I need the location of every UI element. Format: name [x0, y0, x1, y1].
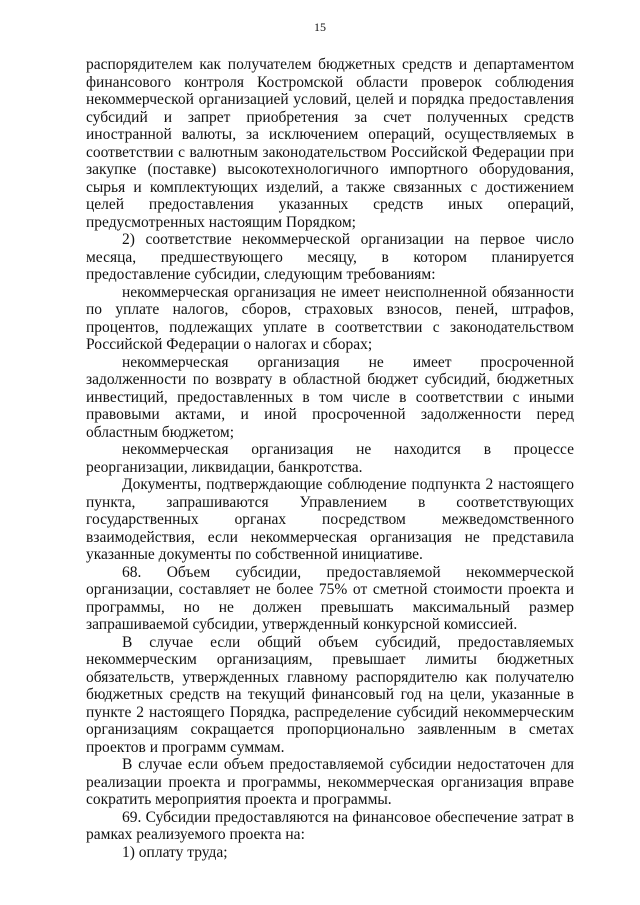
paragraph-continuation: распорядителем как получателем бюджетных средств и департаментом финансового контроля Костромской области проверок соблюдения некоммерческой организацией условий, целей и порядка предоставления субсидий и запрет приобретения за счет полученных средств иностранной валюты, за исключением операций, осуществляемых в соответствии с валютным законодательством Российской Федерации при закупке (поставке) высокотехнологичного импортного оборудования, сырья и комплектующих изделий, а также связанных с достижением целей предоставления указанных средств иных операций, предусмотренных настоящим Порядком;: [86, 56, 574, 231]
page-number: 15: [314, 20, 326, 34]
paragraph-requirement-taxes: некоммерческая организация не имеет неисполненной обязанности по уплате налогов, сборов, страховых взносов, пеней, штрафов, процентов, подлежащих уплате в соответствии с законодательством Российской Федерации о налогах и сборах;: [86, 283, 574, 353]
paragraph-item-2: 2) соответствие некоммерческой организации на первое число месяца, предшествующего месяцу, в котором планируется предоставление субсидии, следующим требованиям:: [86, 231, 574, 283]
paragraph-69: 69. Субсидии предоставляются на финансовое обеспечение затрат в рамках реализуемого проекта на:: [86, 808, 574, 843]
paragraph-69-item-1: 1) оплату труда;: [122, 843, 228, 861]
paragraph-68: 68. Объем субсидии, предоставляемой некоммерческой организации, составляет не более 75% от сметной стоимости проекта и программы, но не должен превышать максимальный размер запрашиваемой субсидии, утвержденный конкурсной комиссией.: [86, 563, 574, 633]
paragraph-documents: Документы, подтверждающие соблюдение подпункта 2 настоящего пункта, запрашиваются Управлением в соответствующих государственных органах посредством межведомственного взаимодействия, если некоммерческая организация не представила указанные документы по собственной инициативе.: [86, 476, 574, 563]
document-body: [86, 56, 574, 861]
paragraph-limits: В случае если общий объем субсидий, предоставляемых некоммерческим организациям, превышает лимиты бюджетных обязательств, утвержденных главному распорядителю как получателю бюджетных средств на текущий финансовый год на цели, указанные в пункте 2 настоящего Порядка, распределение субсидий некоммерческим организациям сокращается пропорционально заявленным в сметах проектов и программ суммам.: [86, 633, 574, 756]
paragraph-insufficient-subsidy: В случае если объем предоставляемой субсидии недостаточен для реализации проекта и программы, некоммерческая организация вправе сократить мероприятия проекта и программы.: [86, 756, 574, 808]
paragraph-requirement-reorganization: некоммерческая организация не находится в процессе реорганизации, ликвидации, банкротства.: [86, 441, 574, 476]
paragraph-requirement-debt: некоммерческая организация не имеет просроченной задолженности по возврату в областной бюджет субсидий, бюджетных инвестиций, предоставленных в том числе в соответствии с иными правовыми актами, и иной просроченной задолженности перед областным бюджетом;: [86, 353, 574, 441]
